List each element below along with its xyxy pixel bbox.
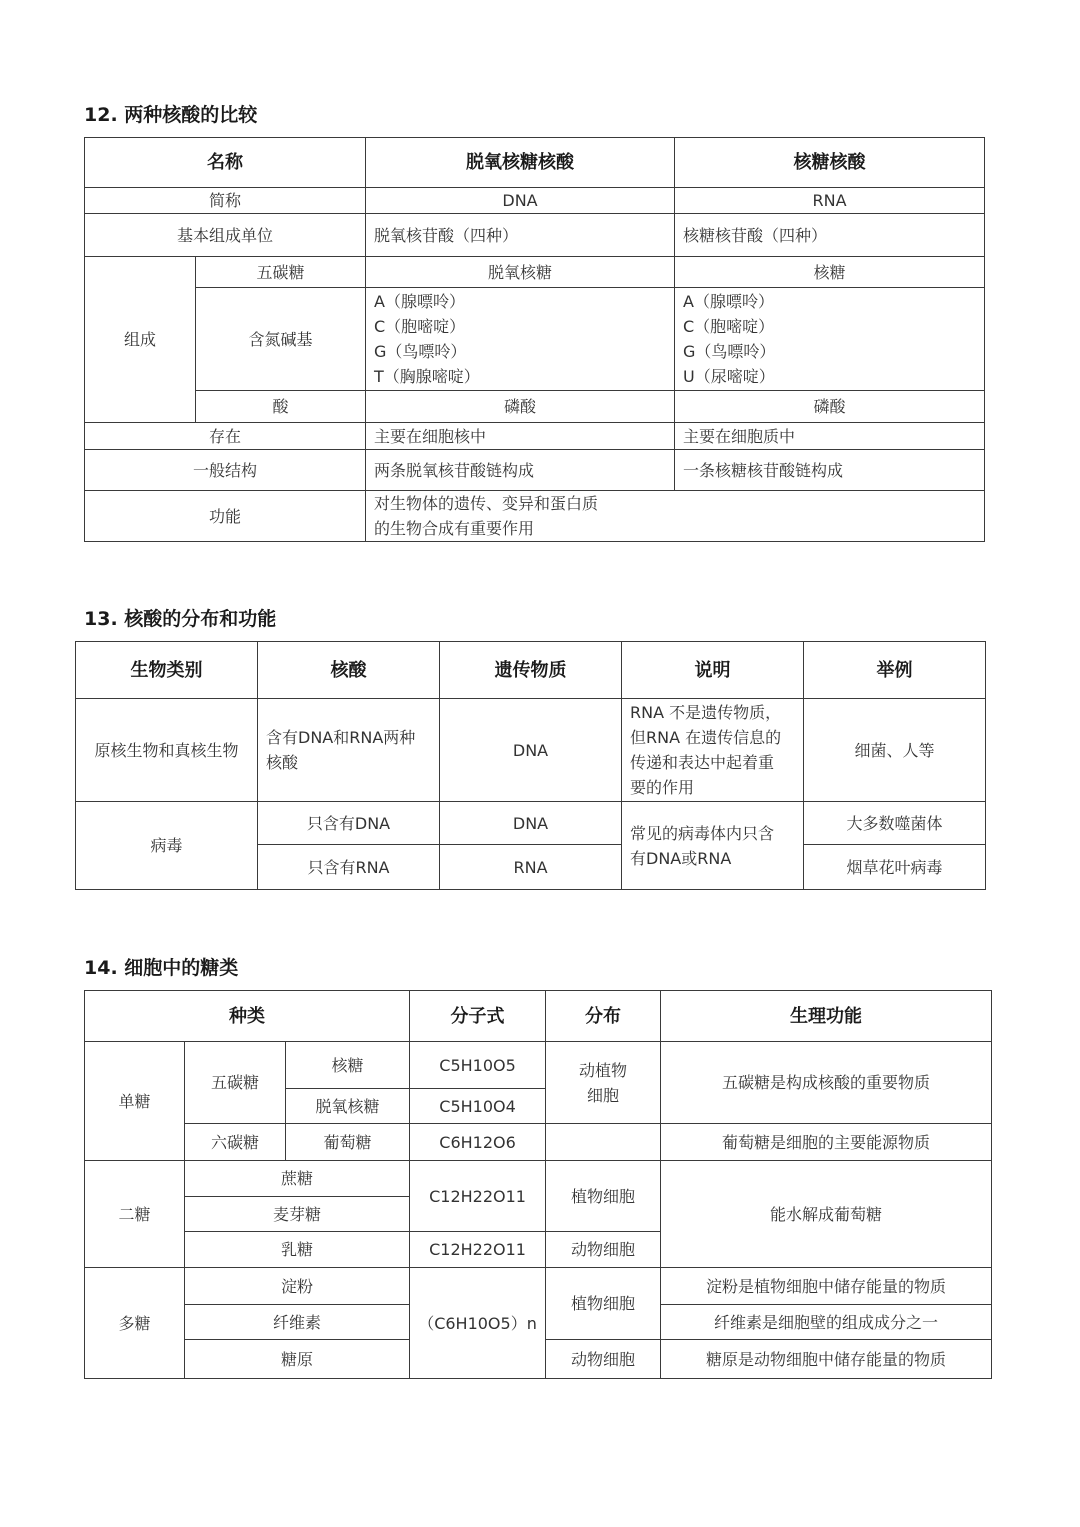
lactose-distribution: 动物细胞 [546,1232,661,1268]
abbr-label: 简称 [85,188,366,214]
function-text [366,491,985,542]
nucleic-acid-distribution-table [75,641,986,890]
function-line: 对生物体的遗传、变异和蛋白质 [374,494,599,513]
base-dna-item: G（鸟嘌呤） [374,342,467,361]
nucleic-cellular-line: 含有DNA和RNA两种 [266,728,416,747]
cellulose-function: 纤维素是细胞壁的组成成分之一 [661,1305,992,1340]
note-line: 有DNA或RNA [630,848,732,868]
header-function: 生理功能 [661,991,992,1042]
hexose-label: 六碳糖 [185,1124,286,1161]
genetic-virus-dna: DNA [440,802,622,845]
monosaccharide-label: 单糖 [85,1042,185,1161]
polysaccharide-formula: （C6H10O5）n [410,1268,546,1379]
nucleic-virus-dna: 只含有DNA [258,802,440,845]
exist-rna: 主要在细胞质中 [675,423,985,450]
example-cellular: 细菌、人等 [804,699,986,802]
note-virus [622,802,804,890]
deoxyribose-formula: C5H10O4 [410,1089,546,1124]
sugar-dna: 脱氧核糖 [366,257,675,288]
note-line: RNA 不是遗传物质， [630,703,782,722]
plant-disaccharide-distribution: 植物细胞 [546,1161,661,1232]
example-virus-dna: 大多数噬菌体 [804,802,986,845]
sugar-rna: 核糖 [675,257,985,288]
starch-function: 淀粉是植物细胞中储存能量的物质 [661,1268,992,1305]
base-rna-item: C（胞嘧啶） [683,317,775,336]
note-line: 但RNA 在遗传信息的 [630,728,782,747]
glucose: 葡萄糖 [286,1124,410,1161]
ribose-formula: C5H10O5 [410,1042,546,1089]
base-rna-list [675,288,985,391]
abbr-dna: DNA [366,188,675,214]
sugar-label: 五碳糖 [196,257,366,288]
glucose-function: 葡萄糖是细胞的主要能源物质 [661,1124,992,1161]
plant-disaccharide-formula: C12H22O11 [410,1161,546,1232]
cellulose: 纤维素 [185,1305,410,1340]
composition-label: 组成 [85,257,196,423]
header-type: 种类 [85,991,410,1042]
pentose-function: 五碳糖是构成核酸的重要物质 [661,1042,992,1124]
nucleic-acid-comparison-table [84,137,985,542]
note-line: 常见的病毒体内只含 [630,823,775,843]
header-category: 生物类别 [76,642,258,699]
plant-polysaccharide-distribution: 植物细胞 [546,1268,661,1340]
polysaccharide-label: 多糖 [85,1268,185,1379]
disaccharide-label: 二糖 [85,1161,185,1268]
function-line: 的生物合成有重要作用 [374,519,535,538]
pentose-label: 五碳糖 [185,1042,286,1124]
maltose: 麦芽糖 [185,1197,410,1232]
unit-dna: 脱氧核苷酸（四种） [366,214,675,257]
animal-polysaccharide-distribution: 动物细胞 [546,1340,661,1379]
distribution-line: 动植物 [579,1060,628,1080]
structure-dna: 两条脱氧核苷酸链构成 [366,450,675,491]
pentose-distribution [546,1042,661,1124]
base-dna-item: C（胞嘧啶） [374,317,466,336]
abbr-rna: RNA [675,188,985,214]
header-genetic-material: 遗传物质 [440,642,622,699]
exist-label: 存在 [85,423,366,450]
section-13-title: 13. 核酸的分布和功能 [84,608,277,630]
acid-rna: 磷酸 [675,391,985,423]
distribution-line: 细胞 [587,1085,620,1105]
acid-label: 酸 [196,391,366,423]
ribose: 核糖 [286,1042,410,1089]
note-line: 传递和表达中起着重 [630,753,775,772]
unit-label: 基本组成单位 [85,214,366,257]
section-14-title: 14. 细胞中的糖类 [84,957,239,979]
glucose-formula: C6H12O6 [410,1124,546,1161]
base-dna-item: T（胸腺嘧啶） [374,367,480,386]
note-cellular [622,699,804,802]
header-name: 名称 [85,138,366,188]
example-virus-rna: 烟草花叶病毒 [804,845,986,890]
starch: 淀粉 [185,1268,410,1305]
glycogen: 糖原 [185,1340,410,1379]
disaccharide-function: 能水解成葡萄糖 [661,1161,992,1268]
category-virus: 病毒 [76,802,258,890]
unit-rna: 核糖核苷酸（四种） [675,214,985,257]
category-cellular: 原核生物和真核生物 [76,699,258,802]
nucleic-cellular-line: 核酸 [266,753,299,772]
base-rna-item: G（鸟嘌呤） [683,342,776,361]
exist-dna: 主要在细胞核中 [366,423,675,450]
sugar-table [84,990,992,1379]
deoxyribose: 脱氧核糖 [286,1089,410,1124]
function-label: 功能 [85,491,366,542]
genetic-virus-rna: RNA [440,845,622,890]
lactose-formula: C12H22O11 [410,1232,546,1268]
genetic-cellular: DNA [440,699,622,802]
header-distribution: 分布 [546,991,661,1042]
acid-dna: 磷酸 [366,391,675,423]
base-dna-list [366,288,675,391]
structure-label: 一般结构 [85,450,366,491]
header-note: 说明 [622,642,804,699]
base-dna-item: A（腺嘌呤） [374,292,465,311]
header-formula: 分子式 [410,991,546,1042]
note-line: 要的作用 [630,778,695,797]
sucrose: 蔗糖 [185,1161,410,1197]
header-nucleic-acid: 核酸 [258,642,440,699]
glycogen-function: 糖原是动物细胞中储存能量的物质 [661,1340,992,1379]
header-rna: 核糖核酸 [675,138,985,188]
base-rna-item: U（尿嘧啶） [683,367,775,386]
header-dna: 脱氧核糖核酸 [366,138,675,188]
glucose-distribution [546,1124,661,1161]
nucleic-virus-rna: 只含有RNA [258,845,440,890]
nucleic-cellular [258,699,440,802]
lactose: 乳糖 [185,1232,410,1268]
base-label: 含氮碱基 [196,288,366,391]
structure-rna: 一条核糖核苷酸链构成 [675,450,985,491]
section-12-title: 12. 两种核酸的比较 [84,104,258,126]
header-example: 举例 [804,642,986,699]
base-rna-item: A（腺嘌呤） [683,292,774,311]
